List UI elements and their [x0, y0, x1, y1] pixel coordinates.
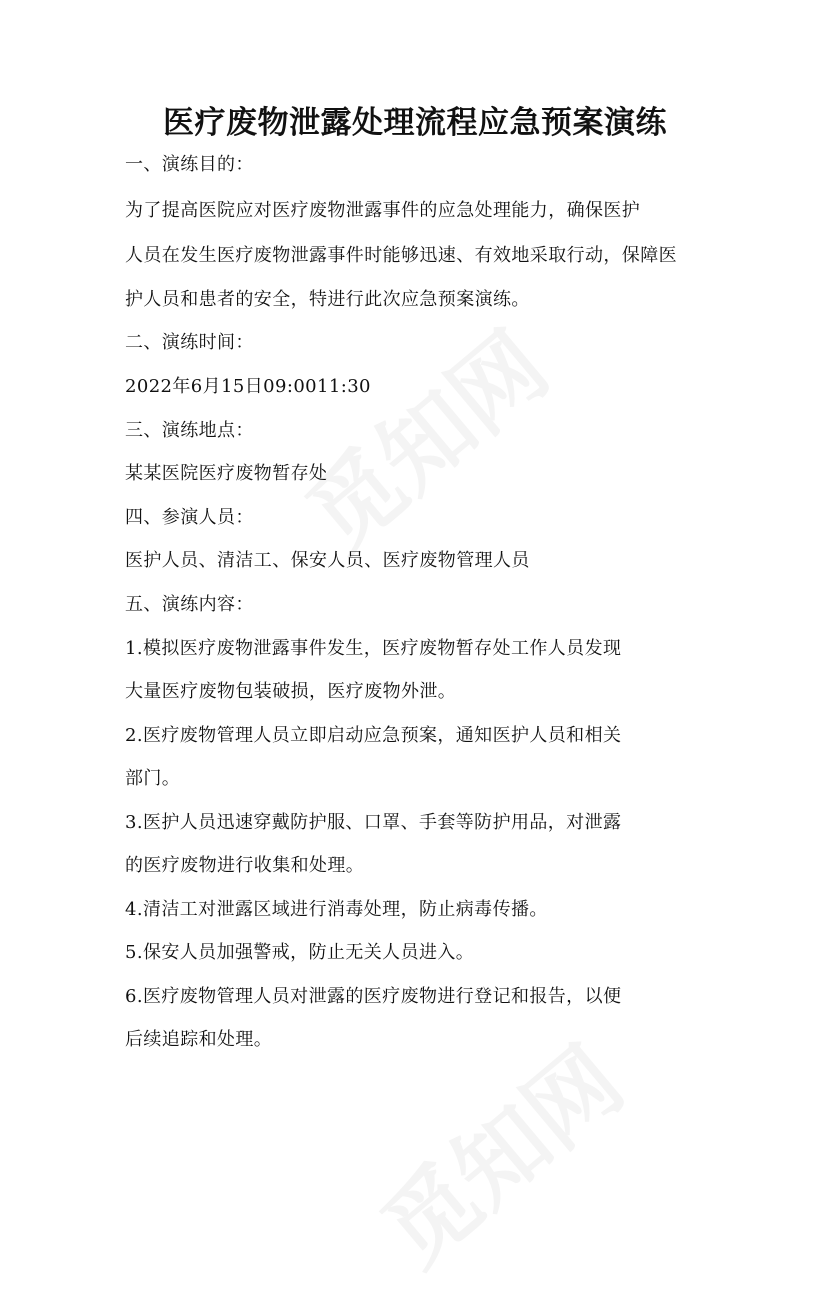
- list-item: 3.医护人员迅速穿戴防护服、口罩、手套等防护用品，对泄露: [125, 812, 622, 833]
- watermark: [275, 297, 571, 576]
- list-item-continuation: 后续追踪和处理。: [125, 1029, 273, 1050]
- heading-location: 三、演练地点：: [125, 420, 254, 441]
- heading-content: 五、演练内容：: [125, 594, 254, 615]
- list-item-continuation: 的医疗废物进行收集和处理。: [125, 855, 365, 876]
- paragraph-line: 护人员和患者的安全，特进行此次应急预案演练。: [125, 289, 530, 310]
- list-item-continuation: 部门。: [125, 768, 181, 789]
- list-item-continuation: 大量医疗废物包装破损，医疗废物外泄。: [125, 681, 457, 702]
- watermark: [350, 1012, 646, 1290]
- paragraph-line: 人员在发生医疗废物泄露事件时能够迅速、有效地采取行动，保障医: [125, 245, 677, 266]
- list-item: 2.医疗废物管理人员立即启动应急预案，通知医护人员和相关: [125, 725, 622, 746]
- document-title: 医疗废物泄露处理流程应急预案演练: [163, 105, 667, 141]
- heading-time: 二、演练时间：: [125, 332, 254, 353]
- paragraph-line: 医护人员、清洁工、保安人员、医疗废物管理人员: [125, 550, 530, 571]
- heading-participants: 四、参演人员：: [125, 507, 254, 528]
- list-item: 6.医疗废物管理人员对泄露的医疗废物进行登记和报告，以便: [125, 986, 622, 1007]
- paragraph-line: 某某医院医疗废物暂存处: [125, 463, 328, 484]
- list-item: 5.保安人员加强警戒，防止无关人员进入。: [125, 942, 475, 963]
- paragraph-line: 为了提高医院应对医疗废物泄露事件的应急处理能力，确保医护: [125, 200, 641, 221]
- paragraph-line: 2022年6月15日09:0011:30: [125, 376, 371, 397]
- list-item: 4.清洁工对泄露区域进行消毒处理，防止病毒传播。: [125, 899, 548, 920]
- list-item: 1.模拟医疗废物泄露事件发生，医疗废物暂存处工作人员发现: [125, 638, 622, 659]
- heading-purpose: 一、演练目的：: [125, 154, 254, 175]
